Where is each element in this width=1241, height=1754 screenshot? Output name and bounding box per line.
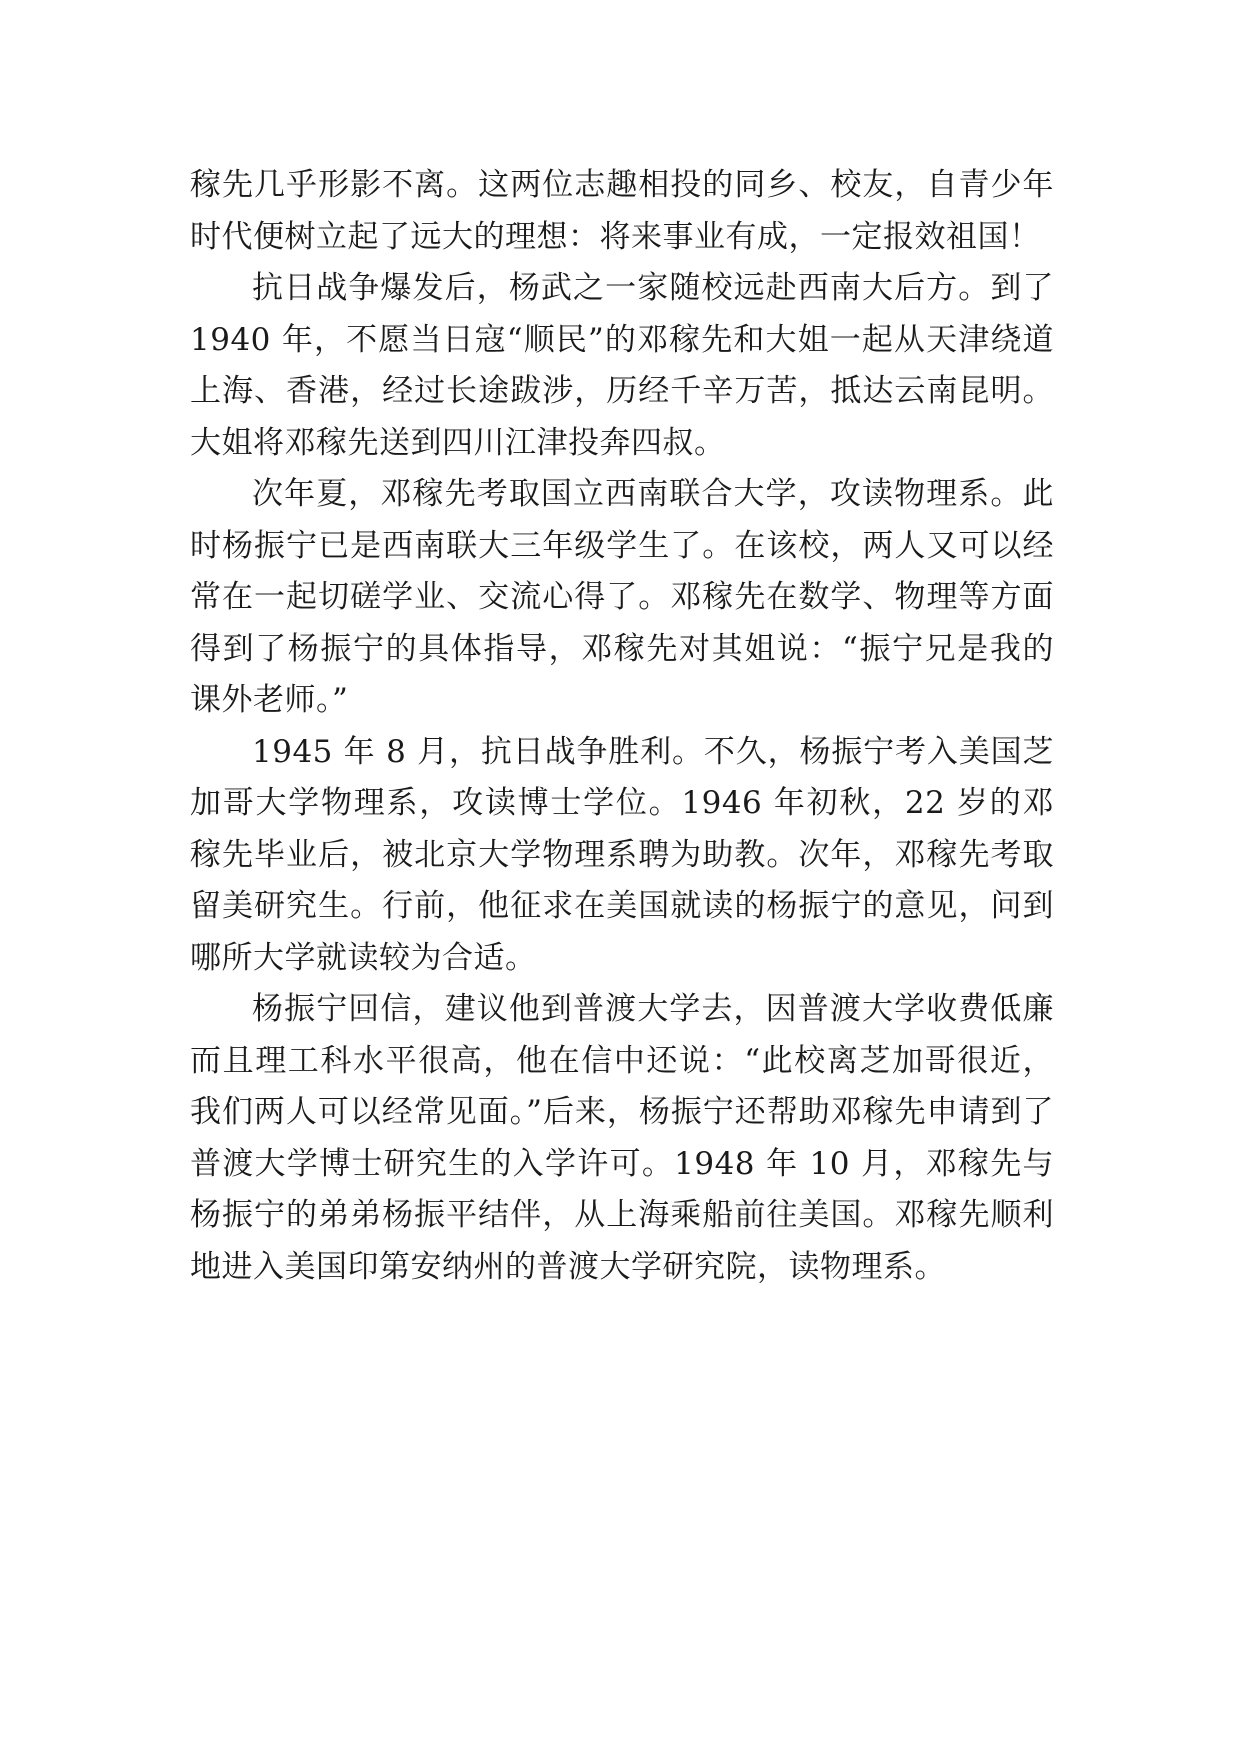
paragraph-continuation: 稼先几乎形影不离。这两位志趣相投的同乡、校友，自青少年时代便树立起了远大的理想：将来事业有成，一定报效祖国！ <box>190 167 1054 255</box>
article-body <box>190 160 1054 1293</box>
paragraph-war-outbreak: 抗日战争爆发后，杨武之一家随校远赴西南大后方。到了 1940 年，不愿当日寇“顺民”的邓稼先和大姐一起从天津绕道上海、香港，经过长途跋涉，历经千辛万苦，抵达云南昆明。大姐将邓稼先送到四川江津投奔四叔。 <box>190 270 1054 461</box>
paragraph-purdue-letter: 杨振宁回信，建议他到普渡大学去，因普渡大学收费低廉而且理工科水平很高，他在信中还说：“此校离芝加哥很近，我们两人可以经常见面。”后来，杨振宁还帮助邓稼先申请到了普渡大学博士研究生的入学许可。1948 年 10 月，邓稼先与杨振宁的弟弟杨振平结伴，从上海乘船前往美国。邓稼先顺利地进入美国印第安纳州的普渡大学研究院，读物理系。 <box>190 991 1054 1285</box>
paragraph-victory-and-graduation: 1945 年 8 月，抗日战争胜利。不久，杨振宁考入美国芝加哥大学物理系，攻读博士学位。1946 年初秋，22 岁的邓稼先毕业后，被北京大学物理系聘为助教。次年，邓稼先考取留美研究生。行前，他征求在美国就读的杨振宁的意见，问到哪所大学就读较为合适。 <box>190 733 1054 976</box>
paragraph-southwest-associated-university: 次年夏，邓稼先考取国立西南联合大学，攻读物理系。此时杨振宁已是西南联大三年级学生了。在该校，两人又可以经常在一起切磋学业、交流心得了。邓稼先在数学、物理等方面得到了杨振宁的具体指导，邓稼先对其姐说：“振宁兄是我的课外老师。” <box>190 476 1054 718</box>
